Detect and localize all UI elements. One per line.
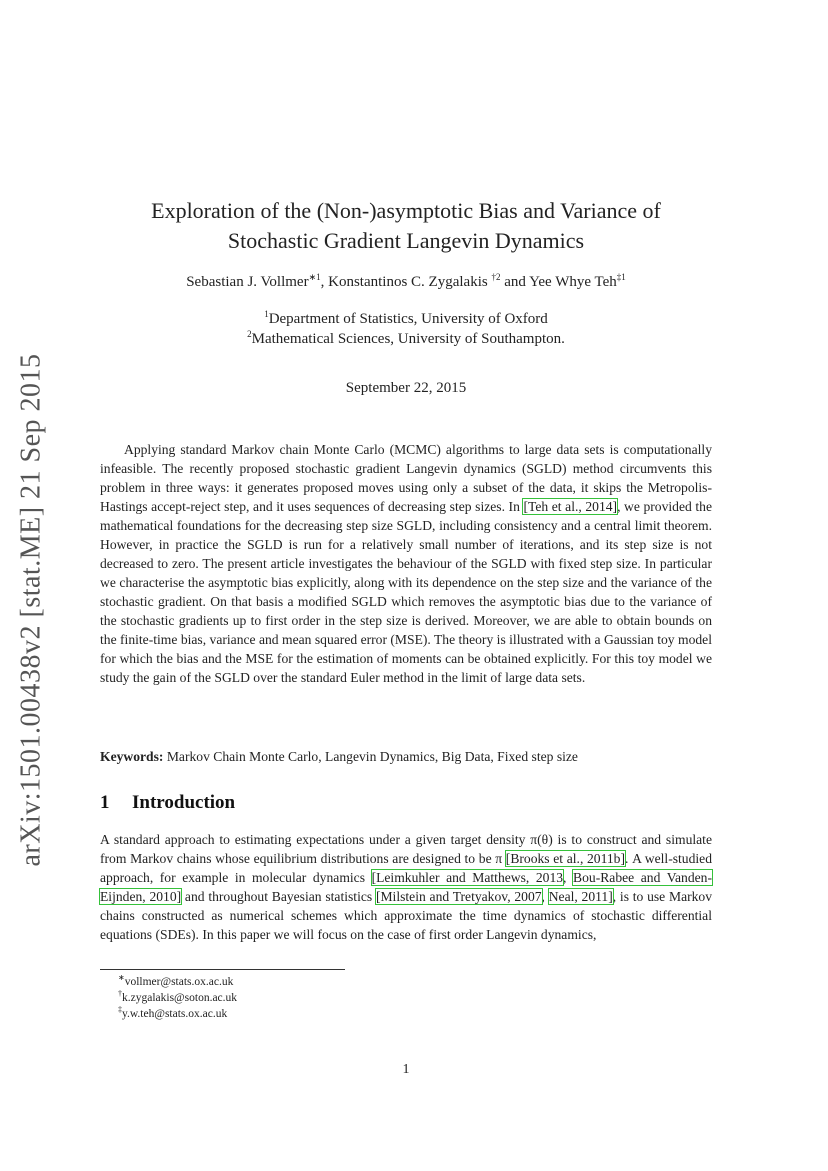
author-list xyxy=(100,274,712,291)
title-line-1: Exploration of the (Non-)asymptotic Bias and Variance of xyxy=(151,198,661,223)
abstract-text-2: , we provided the mathematical foundations for the decreasing step size SGLD, including consistency and a central limit theorem. However, in practice the SGLD is run for a relatively small number of iterations, and its step size is not decreased to zero. The present article investigates the behaviour of the SGLD with fixed step size. In particular we characterise the asymptotic bias explicitly, along with its dependence on the step size and the variance of the stochastic gradient. On that basis a modified SGLD which removes the asymptotic bias due to the variance of the stochastic gradients up to first order in the step size is derived. Moreover, we are able to obtain bounds on the finite-time bias, variance and mean squared error (MSE). The theory is illustrated with a Gaussian toy model for which the bias and the MSE for the estimation of moments can be obtained explicitly. For this toy model we study the gain of the SGLD over the standard Euler method in the limit of large data sets. xyxy=(100,499,712,685)
title-line-2: Stochastic Gradient Langevin Dynamics xyxy=(227,228,585,253)
citation-link[interactable]: [Teh et al., 2014] xyxy=(523,499,618,514)
paper-title xyxy=(100,196,712,256)
author-3-mark: ‡1 xyxy=(616,272,626,282)
intro-paragraph xyxy=(100,830,712,944)
affiliation-1 xyxy=(100,309,712,329)
abstract-text-1: Applying standard Markov chain Monte Carlo (MCMC) algorithms to large data sets is computationally infeasible. The recently proposed stochastic gradient Langevin dynamics (SGLD) method circumvents this problem in three ways: it generates proposed moves using only a subset of the data, it skips the Metropolis-Hastings accept-reject step, and it uses sequences of decreasing step sizes. In xyxy=(100,442,712,514)
author-separator-1: , xyxy=(320,274,329,290)
citation-link[interactable]: [Leimkuhler and Matthews, 2013 xyxy=(371,870,564,885)
affiliation-2-mark: 2 xyxy=(247,329,252,339)
affiliations xyxy=(100,309,712,349)
citation-link[interactable]: [Milstein and Tretyakov, 2007 xyxy=(375,889,542,904)
author-2: Konstantinos C. Zygalakis xyxy=(328,274,492,290)
footnote-1 xyxy=(118,974,518,990)
author-2-mark: †2 xyxy=(491,272,501,282)
abstract xyxy=(100,440,712,687)
arxiv-stamp xyxy=(12,353,52,867)
author-separator-2: and xyxy=(500,274,530,290)
footnote-1-email: vollmer@stats.ox.ac.uk xyxy=(124,976,234,988)
footnote-2 xyxy=(118,990,518,1006)
intro-text-3: , xyxy=(563,870,574,885)
citation-link[interactable]: Neal, 2011] xyxy=(548,889,613,904)
footnote-3 xyxy=(118,1006,518,1022)
section-number: 1 xyxy=(100,792,110,813)
paper-date: September 22, 2015 xyxy=(345,380,467,396)
affiliation-2 xyxy=(100,329,712,349)
footnote-3-email: y.w.teh@stats.ox.ac.uk xyxy=(122,1008,228,1020)
keywords-text: Markov Chain Monte Carlo, Langevin Dynamics, Big Data, Fixed step size xyxy=(163,749,578,764)
keywords xyxy=(100,749,712,765)
footnote-1-mark: ∗ xyxy=(118,973,125,983)
page-number: 1 xyxy=(402,1062,410,1077)
section-heading xyxy=(100,792,712,814)
arxiv-stamp-text: arXiv:1501.00438v2 [stat.ME] 21 Sep 2015 xyxy=(16,353,47,867)
section-title: Introduction xyxy=(132,792,236,813)
footnote-2-mark: † xyxy=(118,989,122,999)
citation-link[interactable]: Bou-Rabee and Vanden-Eijnden, 2010] xyxy=(100,870,713,904)
keywords-label: Keywords: xyxy=(100,749,164,764)
intro-text-6: , is to use Markov chains constructed as numerical schemes which approximate the time dynamics of stochastic differential equations (SDEs). In this paper we will focus on the case of first order Langevin dynamics, xyxy=(100,889,713,942)
author-1: Sebastian J. Vollmer xyxy=(186,274,309,290)
intro-text-4: and throughout Bayesian statistics xyxy=(181,889,376,904)
author-3: Yee Whye Teh xyxy=(529,274,617,290)
intro-text-5: , xyxy=(541,889,549,904)
footnotes xyxy=(118,974,518,1022)
affiliation-1-text: Department of Statistics, University of Oxford xyxy=(268,311,548,327)
author-1-mark: ∗1 xyxy=(308,272,321,282)
intro-text-2: . A well-studied approach, for example in molecular dynamics xyxy=(100,851,713,885)
intro-text-1: A standard approach to estimating expectations under a given target density π(θ) is to construct and simulate from Markov chains whose equilibrium distributions are designed to be π xyxy=(100,832,712,866)
footnote-3-mark: ‡ xyxy=(118,1005,122,1015)
citation-link[interactable]: [Brooks et al., 2011b] xyxy=(505,851,626,866)
affiliation-1-mark: 1 xyxy=(264,309,269,319)
affiliation-2-text: Mathematical Sciences, University of Southampton. xyxy=(251,331,565,347)
footnote-2-email: k.zygalakis@soton.ac.uk xyxy=(122,992,238,1004)
footnote-divider xyxy=(100,969,345,970)
